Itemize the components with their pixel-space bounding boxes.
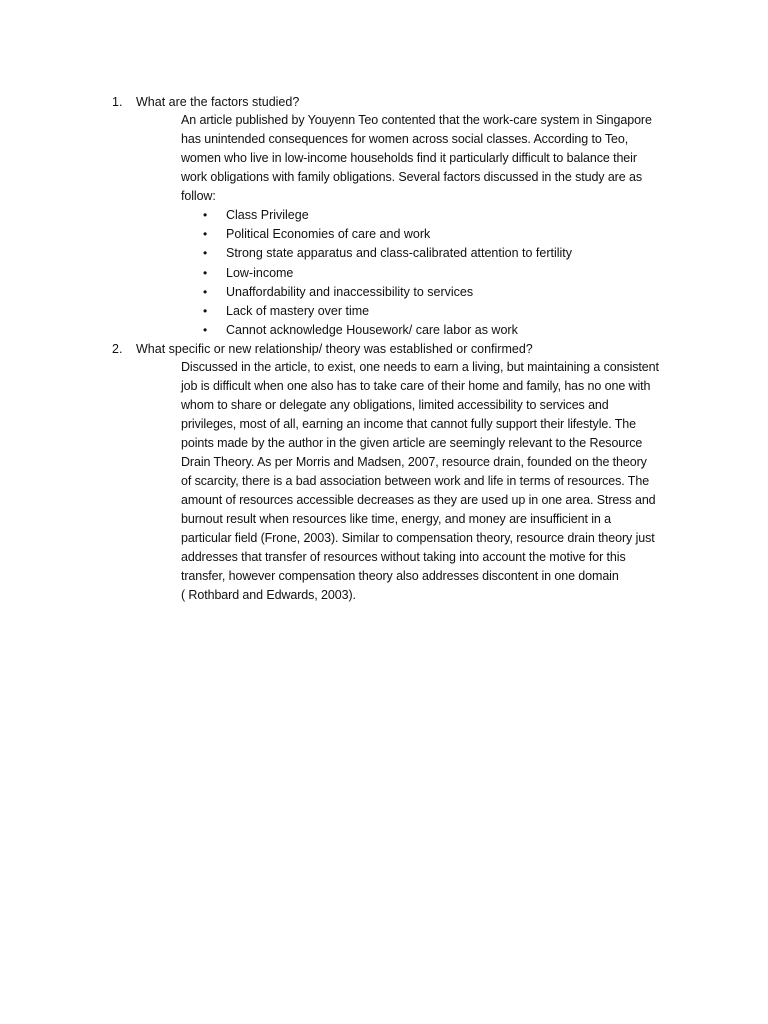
list-item bbox=[201, 225, 621, 244]
list-item bbox=[201, 302, 621, 321]
list-item bbox=[201, 321, 621, 340]
answer-line: particular field (Frone, 2003). Similar to compensation theory, resource drain theory just bbox=[181, 531, 655, 545]
bullet-icon: • bbox=[203, 265, 208, 280]
list-item-text: Strong state apparatus and class-calibrated attention to fertility bbox=[226, 246, 573, 261]
bullet-icon: • bbox=[203, 304, 208, 319]
answer-line: of scarcity, there is a bad association between work and life in terms of resources. The bbox=[181, 474, 650, 488]
question-number: 1. bbox=[112, 95, 123, 109]
answer-line: job is difficult when one also has to take care of their home and family, has no one with bbox=[181, 379, 651, 393]
answer-line: Discussed in the article, to exist, one needs to earn a living, but maintaining a consistent bbox=[181, 360, 659, 374]
list-item-text: Cannot acknowledge Housework/ care labor as work bbox=[226, 323, 518, 338]
list-item bbox=[201, 206, 621, 225]
answer-line: women who live in low-income households find it particularly difficult to balance their bbox=[181, 151, 637, 165]
answer-line: amount of resources accessible decreases as they are used up in one area. Stress and bbox=[181, 493, 656, 507]
bullet-icon: • bbox=[203, 208, 208, 222]
answer-line: work obligations with family obligations. Several factors discussed in the study are as bbox=[181, 170, 642, 184]
answer-line: follow: bbox=[181, 189, 216, 203]
question-text: What specific or new relationship/ theory was established or confirmed? bbox=[136, 342, 533, 356]
answer-line: whom to share or delegate any obligations, limited accessibility to services and bbox=[181, 398, 609, 412]
list-item-text: Class Privilege bbox=[226, 208, 309, 222]
list-item-text: Political Economies of care and work bbox=[226, 227, 431, 242]
answer-line: points made by the author in the given article are seemingly relevant to the Resource bbox=[181, 436, 643, 450]
answer-line: Drain Theory. As per Morris and Madsen, 2007, resource drain, founded on the theory bbox=[181, 455, 647, 469]
question-number: 2. bbox=[112, 342, 123, 356]
answer-line: transfer, however compensation theory also addresses discontent in one domain bbox=[181, 569, 619, 583]
list-item-text: Unaffordability and inaccessibility to services bbox=[226, 284, 474, 299]
bullet-icon: • bbox=[203, 284, 208, 299]
list-item bbox=[201, 283, 621, 302]
answer-2 bbox=[181, 358, 681, 605]
bullet-icon: • bbox=[203, 246, 208, 261]
answer-line: addresses that transfer of resources without taking into account the motive for this bbox=[181, 550, 626, 564]
list-item-text: Low-income bbox=[226, 265, 294, 280]
bullet-icon: • bbox=[203, 227, 208, 242]
factor-list bbox=[201, 206, 621, 340]
list-item bbox=[201, 244, 621, 263]
answer-line: has unintended consequences for women across social classes. According to Teo, bbox=[181, 132, 629, 146]
answer-line: burnout result when resources like time, energy, and money are insufficient in a bbox=[181, 512, 611, 526]
answer-line: ( Rothbard and Edwards, 2003). bbox=[181, 588, 356, 602]
answer-line: An article published by Youyenn Teo contented that the work-care system in Singapore bbox=[181, 113, 652, 127]
list-item-text: Lack of mastery over time bbox=[226, 304, 370, 319]
answer-1 bbox=[181, 111, 681, 206]
answer-line: privileges, most of all, earning an income that cannot fully support their lifestyle. The bbox=[181, 417, 636, 431]
bullet-icon: • bbox=[203, 323, 208, 338]
question-text: What are the factors studied? bbox=[136, 95, 300, 109]
list-item bbox=[201, 264, 621, 283]
